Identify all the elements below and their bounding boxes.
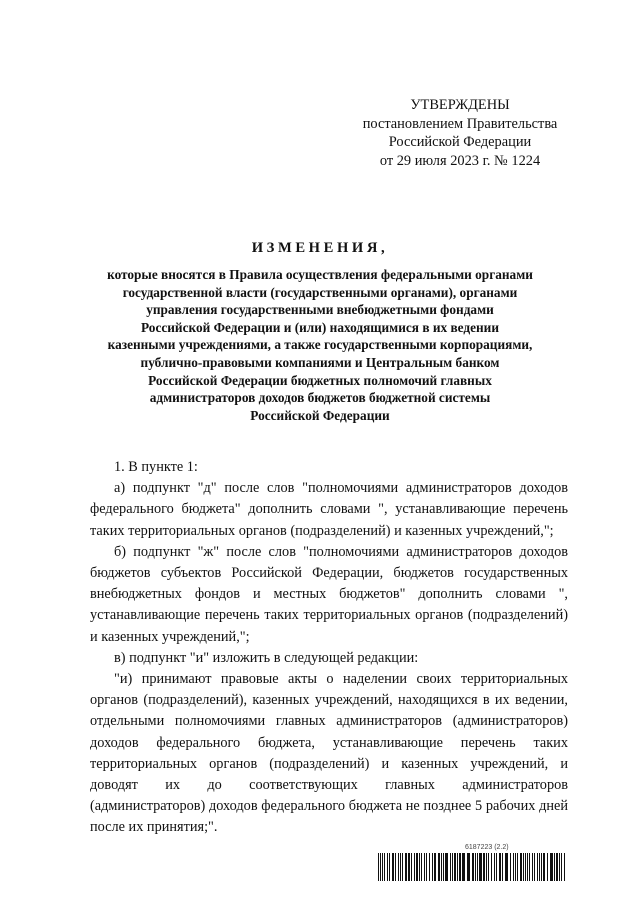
barcode-bar (387, 853, 388, 881)
barcode-bar (426, 853, 427, 881)
barcode-bar (384, 853, 385, 881)
paragraph-quoted-text: "и) принимают правовые акты о наделении своих территориальных органов (подразделений), казенных учреждений, находящихся в их ведении, отдельными полномочиями главных администраторов (администраторов) доходов федерального бюджета, устанавливающие перечень таких территориальных органов (подразделений) и казенных учреждений, и доводят их до соответствующих главных администраторов (администраторов) доходов федерального бюджета не позднее 5 рабочих дней после их принятия;". (90, 671, 568, 836)
barcode-bar (502, 853, 503, 881)
barcode-bar (496, 853, 497, 881)
barcode-bar (564, 853, 565, 881)
barcode-bar (523, 853, 524, 881)
barcode-bar (477, 853, 478, 881)
barcode-bar (429, 853, 430, 881)
barcode-bar (561, 853, 562, 881)
barcode-bar (529, 853, 530, 881)
barcode-bar (414, 853, 415, 881)
barcode-bar (479, 853, 482, 881)
barcode-bar (454, 853, 456, 881)
barcode-bar (424, 853, 425, 881)
subtitle-line: управления государственными внебюджетными фондами (146, 302, 494, 318)
barcode-bar (416, 853, 418, 881)
barcode-bar (445, 853, 448, 881)
barcode-bar (382, 853, 383, 881)
approval-heading: УТВЕРЖДЕНЫ (410, 97, 510, 113)
barcode-bar (559, 853, 560, 881)
barcode-number: 6187223 (2.2) (465, 844, 509, 851)
subtitle-line: казенными учреждениями, а также государственными корпорациями, (107, 337, 533, 353)
barcode-bar (547, 853, 548, 881)
barcode-bar (499, 853, 501, 881)
approval-line: Российской Федерации (388, 134, 532, 150)
barcode-bar (443, 853, 444, 881)
barcode-bar (543, 853, 545, 881)
barcode-bar (392, 853, 394, 881)
barcode-bar (532, 853, 533, 881)
subtitle-line: Российской Федерации (250, 407, 390, 423)
subtitle-line: государственной власти (государственными органами), органами (122, 284, 518, 300)
barcode-bar (434, 853, 436, 881)
barcode-bar (488, 853, 489, 881)
approval-line: постановлением Правительства (362, 115, 558, 132)
barcode-bar (525, 853, 526, 881)
barcode-bar (475, 853, 476, 881)
barcode-bar (505, 853, 508, 881)
barcode-bar (486, 853, 487, 881)
approval-date: от 29 июля 2023 г. № 1224 (379, 152, 541, 169)
barcode-bar (419, 853, 420, 881)
barcode-bar (517, 853, 518, 881)
barcode-bar (452, 853, 453, 881)
document-title: ИЗМЕНЕНИЯ, (251, 240, 389, 256)
paragraph-subitem-b: б) подпункт "ж" после слов "полномочиями администраторов доходов бюджетов субъектов Российской Федерации, бюджетов государственных внебюджетных фондов и местных бюджетов" дополнить словами ", устанавливающие перечень таких территориальных органов (подразделений) и казенных учреждений,"; (90, 543, 568, 645)
barcode-bar (450, 853, 451, 881)
subtitle-line: администраторов доходов бюджетов бюджетной системы (149, 390, 491, 406)
barcode-bar (395, 853, 396, 881)
barcode-bar (527, 853, 528, 881)
document-subtitle (72, 266, 568, 424)
barcode-bar (400, 853, 401, 881)
paragraph-subitem-v: в) подпункт "и" изложить в следующей редакции: (114, 649, 419, 666)
barcode-bar (534, 853, 535, 881)
barcode-bar (421, 853, 422, 881)
barcode-bar (494, 853, 495, 881)
barcode-bar (541, 853, 542, 881)
barcode-bar (510, 853, 511, 881)
barcode-bar (411, 853, 412, 881)
barcode-bar (432, 853, 433, 881)
paragraph-subitem-a: а) подпункт "д" после слов "полномочиями администраторов доходов федерального бюджета" дополнить словами ", устанавливающие перечень таких территориальных органов (подразделений) и казенных учреждений,"; (90, 480, 568, 539)
barcode-image (378, 853, 566, 881)
barcode-bar (491, 853, 492, 881)
barcode-bar (472, 853, 474, 881)
barcode-bar (405, 853, 407, 881)
barcode-bar (402, 853, 403, 881)
barcode-bar (550, 853, 553, 881)
barcode-bar (520, 853, 522, 881)
barcode-bar (513, 853, 514, 881)
subtitle-line: которые вносятся в Правила осуществления федеральными органами (107, 267, 533, 282)
barcode-bar (441, 853, 442, 881)
subtitle-line: Российской Федерации и (или) находящимися в их ведении (141, 319, 499, 335)
barcode-bar (556, 853, 558, 881)
barcode-bar (554, 853, 555, 881)
barcode-bar (462, 853, 465, 881)
barcode-bar (398, 853, 399, 881)
barcode-bar (515, 853, 516, 881)
barcode-bar (537, 853, 538, 881)
barcode-bar (438, 853, 440, 881)
subtitle-line: публично-правовыми компаниями и Центральным банком (140, 354, 500, 370)
barcode-bar (378, 853, 379, 881)
barcode-bar (483, 853, 485, 881)
document-body (90, 457, 568, 839)
barcode-bar (459, 853, 461, 881)
barcode-bar (467, 853, 470, 881)
barcode-bar (389, 853, 390, 881)
subtitle-line: Российской Федерации бюджетных полномочий главных (148, 372, 492, 388)
paragraph-item-1: 1. В пункте 1: (114, 459, 198, 475)
barcode-bar (380, 853, 381, 881)
approval-block (340, 96, 580, 170)
barcode-bar (408, 853, 410, 881)
barcode-bar (457, 853, 458, 881)
barcode-bar (539, 853, 540, 881)
